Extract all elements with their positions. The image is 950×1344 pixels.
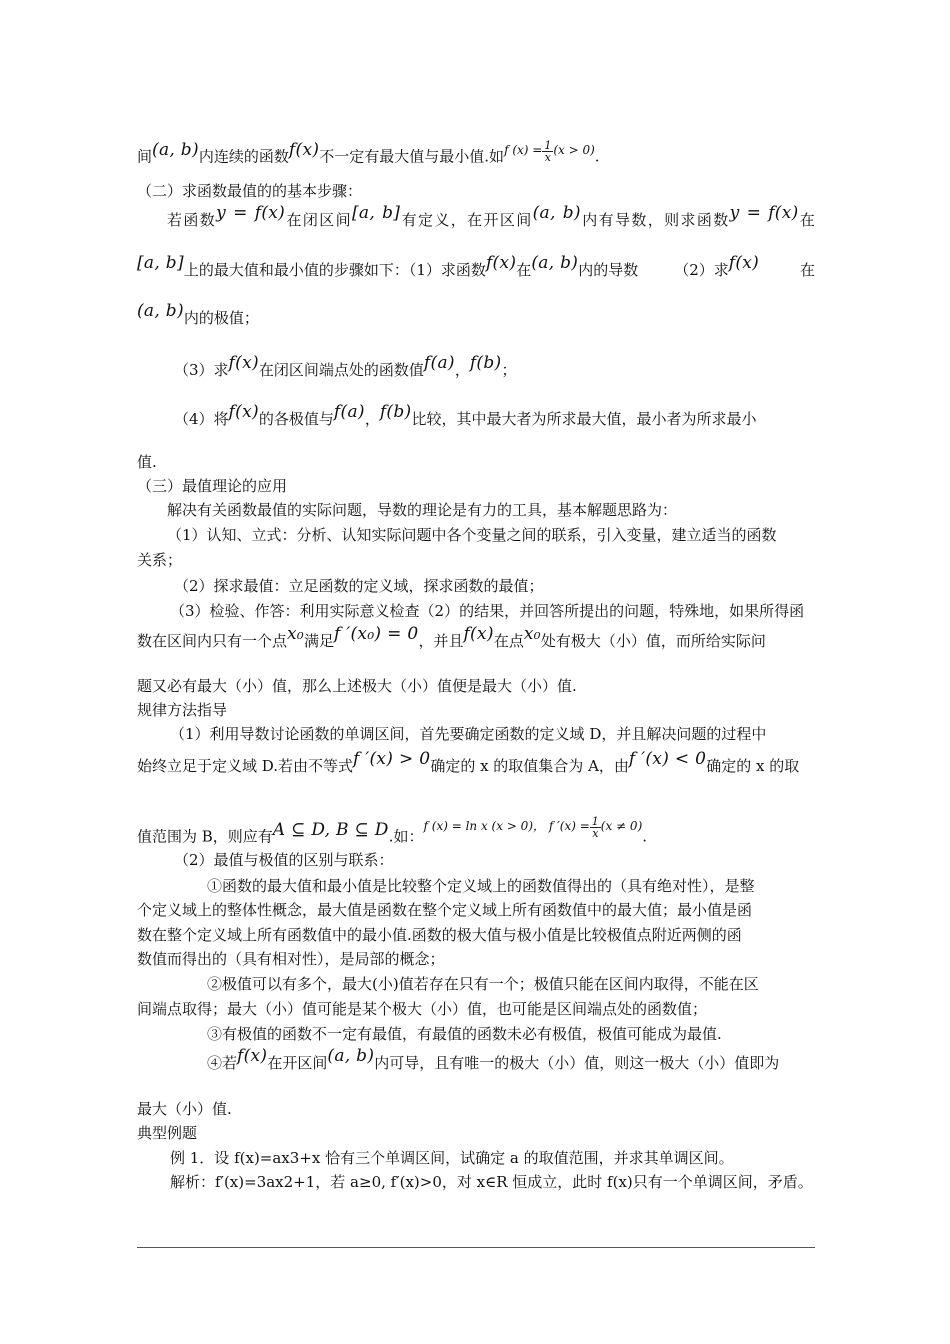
text: 最大（小）值.	[137, 1100, 232, 1118]
math-value: f(a)	[423, 353, 455, 373]
text-line	[137, 876, 885, 896]
text: （2）求	[674, 261, 729, 279]
section-heading	[137, 476, 815, 496]
text: （2）探求最值：立足函数的定义域，探求函数的最值；	[174, 577, 544, 595]
math-function: f(x)	[288, 139, 320, 160]
fraction-denominator: x	[592, 827, 599, 840]
text: 内连续的函数	[198, 147, 289, 166]
math-function: f(x)	[485, 253, 517, 273]
math-interval: (a, b)	[137, 301, 184, 321]
text: 在闭区间端点处的函数值	[258, 361, 424, 379]
text: 确定的 x 的取	[706, 757, 800, 775]
text: 内的极值；	[183, 309, 259, 327]
math-fraction	[590, 816, 601, 839]
text: 内可导，且有唯一的极大（小）值，则这一极大（小）值即为	[374, 1054, 780, 1072]
text-line	[137, 749, 815, 776]
math-value: f(a)	[333, 402, 365, 422]
fraction-denominator: x	[544, 151, 551, 164]
math-example: f (x) =	[504, 142, 543, 157]
text: 在开区间	[267, 1054, 328, 1072]
text: 在	[516, 261, 532, 279]
math-example: f (x) = ln x (x > 0)， f ′(x) =	[423, 818, 590, 833]
text-line	[137, 624, 815, 651]
section-heading	[137, 1123, 815, 1143]
text: 数在区间内只有一个点	[137, 632, 288, 650]
math-interval: (a, b)	[532, 203, 581, 223]
text-line	[137, 850, 852, 870]
text: 数值而得出的（具有相对性），是局部的概念；	[137, 950, 445, 968]
text-line	[137, 949, 815, 969]
text: （3）求	[174, 361, 229, 379]
math-interval: [a, b]	[137, 253, 184, 273]
math-condition: (x ≠ 0)	[600, 818, 643, 833]
math-equation: f ′(x₀) = 0	[334, 624, 419, 644]
text-line	[137, 974, 885, 994]
math-function: f(x)	[728, 253, 760, 273]
text: 始终立足于定义域 D.若由不等式	[137, 757, 354, 775]
text-line	[137, 1099, 815, 1119]
text: .	[594, 147, 600, 166]
example-line	[137, 1148, 848, 1168]
text: ；	[501, 361, 517, 379]
text: 比较，其中最大者为所求最大值，最小者为所求最小	[411, 410, 757, 428]
math-interval: (a, b)	[531, 253, 579, 273]
text: ②极值可以有多个，最大(小)值若存在只有一个；极值只能在区间内取得，不能在区	[207, 975, 759, 993]
math-inequality: f ′(x) > 0	[353, 749, 431, 769]
text: .	[642, 827, 648, 846]
heading-text: （三）最值理论的应用	[137, 477, 288, 495]
section-heading	[137, 181, 815, 201]
heading-text: 典型例题	[137, 1124, 198, 1142]
math-function: y = f(x)	[729, 203, 799, 223]
text: 题又必有最大（小）值，那么上述极大（小）值便是最大（小）值.	[137, 677, 577, 695]
text: ，并且	[418, 632, 464, 650]
math-point: x₀	[523, 624, 541, 644]
fraction-numerator: 1	[591, 815, 599, 828]
text-line	[137, 139, 815, 169]
text: 在闭区间	[285, 211, 352, 229]
text: 满足	[304, 632, 335, 650]
text-line	[137, 353, 852, 380]
text: 值.	[137, 453, 157, 471]
text-line	[137, 253, 815, 280]
text: 若函数	[167, 211, 217, 229]
text: ③有极值的函数不一定有最值，有最值的函数未必有极值，极值可能成为最值.	[207, 1025, 722, 1043]
fraction-numerator: 1	[544, 139, 552, 152]
math-function: y = f(x)	[216, 203, 286, 223]
text: 不一定有最大值与最小值.如	[319, 147, 505, 166]
text: 值范围为 B，则应有	[137, 827, 273, 846]
text-line	[137, 550, 815, 570]
text-line	[137, 525, 845, 545]
text-line	[137, 203, 815, 230]
math-function: f(x)	[228, 353, 259, 373]
math-subset: A ⊆ D, B ⊆ D	[272, 819, 389, 840]
math-value: f(b)	[469, 353, 502, 373]
text: 在点	[493, 632, 524, 650]
text-line	[137, 1046, 885, 1073]
text-line	[137, 500, 845, 520]
math-interval: (a, b)	[327, 1046, 375, 1066]
math-interval: (a, b)	[152, 139, 199, 160]
math-function: f(x)	[463, 624, 494, 644]
text: （3）检验、作答：利用实际意义检查（2）的结果，并回答所提出的问题，特殊地，如果所得函	[170, 602, 805, 620]
text: ④若	[207, 1054, 238, 1072]
text-line	[137, 452, 815, 472]
text: 间端点取得；最大（小）值可能是某个极大（小）值，也可能是区间端点处的函数值；	[137, 1000, 708, 1018]
text-line	[137, 402, 852, 429]
math-function: f(x)	[228, 402, 259, 422]
math-fraction	[542, 140, 553, 163]
text: 上的最大值和最小值的步骤如下：（1）求函数	[183, 261, 486, 279]
heading-text: 规律方法指导	[137, 701, 228, 719]
text: （2）最值与极值的区别与联系：	[174, 851, 394, 869]
text: 解决有关函数最值的实际问题，导数的理论是有力的工具，基本解题思路为：	[167, 501, 678, 519]
example-line	[137, 1172, 848, 1192]
text: （1）认知、立式：分析、认知实际问题中各个变量之间的联系，引入变量，建立适当的函数	[167, 526, 777, 544]
text: （1）利用导数讨论函数的单调区间，首先要确定函数的定义域 D，并且解决问题的过程中	[170, 725, 767, 743]
text: 在	[798, 211, 815, 229]
text-line	[137, 576, 852, 596]
text-line	[137, 601, 848, 621]
text: 内的导数	[578, 261, 639, 279]
text-line	[137, 900, 815, 920]
text: 有定义，在开区间	[400, 211, 533, 229]
section-heading	[137, 700, 815, 720]
text: 确定的 x 的取值集合为 A，由	[430, 757, 629, 775]
text: （4）将	[174, 410, 229, 428]
math-inequality: f ′(x) < 0	[628, 749, 707, 769]
text: 处有极大（小）值，而所给实际问	[540, 632, 766, 650]
text: ，	[454, 361, 470, 379]
math-point: x₀	[287, 624, 305, 644]
text: 例 1．设 f(x)=ax3+x 恰有三个单调区间，试确定 a 的取值范围，并求其单调区间。	[170, 1149, 734, 1167]
text: ，	[364, 410, 380, 428]
text-line	[137, 676, 815, 696]
heading-text: （二）求函数最值的的基本步骤：	[137, 182, 363, 200]
math-function: f(x)	[237, 1046, 268, 1066]
text: 个定义域上的整体性概念，最大值是函数在整个定义域上所有函数值中的最大值；最小值是函	[137, 901, 753, 919]
text-line	[137, 1024, 885, 1044]
math-value: f(b)	[379, 402, 412, 422]
text: 解析：f′(x)=3ax2+1，若 a≥0, f′(x)>0，对 x∈R 恒成立，此时 f(x)只有一个单调区间，矛盾。	[170, 1173, 813, 1191]
text-line	[137, 999, 815, 1019]
math-condition: (x > 0)	[553, 142, 595, 157]
text: 间	[137, 147, 153, 166]
text: ①函数的最大值和最小值是比较整个定义域上的函数值得出的（具有绝对性），是整	[207, 877, 755, 895]
text: 内有导数，则求函数	[580, 211, 730, 229]
text-line	[137, 301, 815, 328]
text-line	[137, 724, 848, 744]
text-line	[137, 925, 815, 945]
text: .如：	[388, 827, 424, 846]
text: 关系；	[137, 551, 183, 569]
math-interval: [a, b]	[351, 203, 401, 223]
text-line	[137, 815, 815, 849]
text: 数在整个定义域上所有函数值中的最小值.函数的极大值与极小值是比较极值点附近两侧的函	[137, 926, 742, 944]
text: 在	[799, 261, 815, 279]
footer-divider	[137, 1247, 815, 1248]
text: 的各极值与	[258, 410, 334, 428]
